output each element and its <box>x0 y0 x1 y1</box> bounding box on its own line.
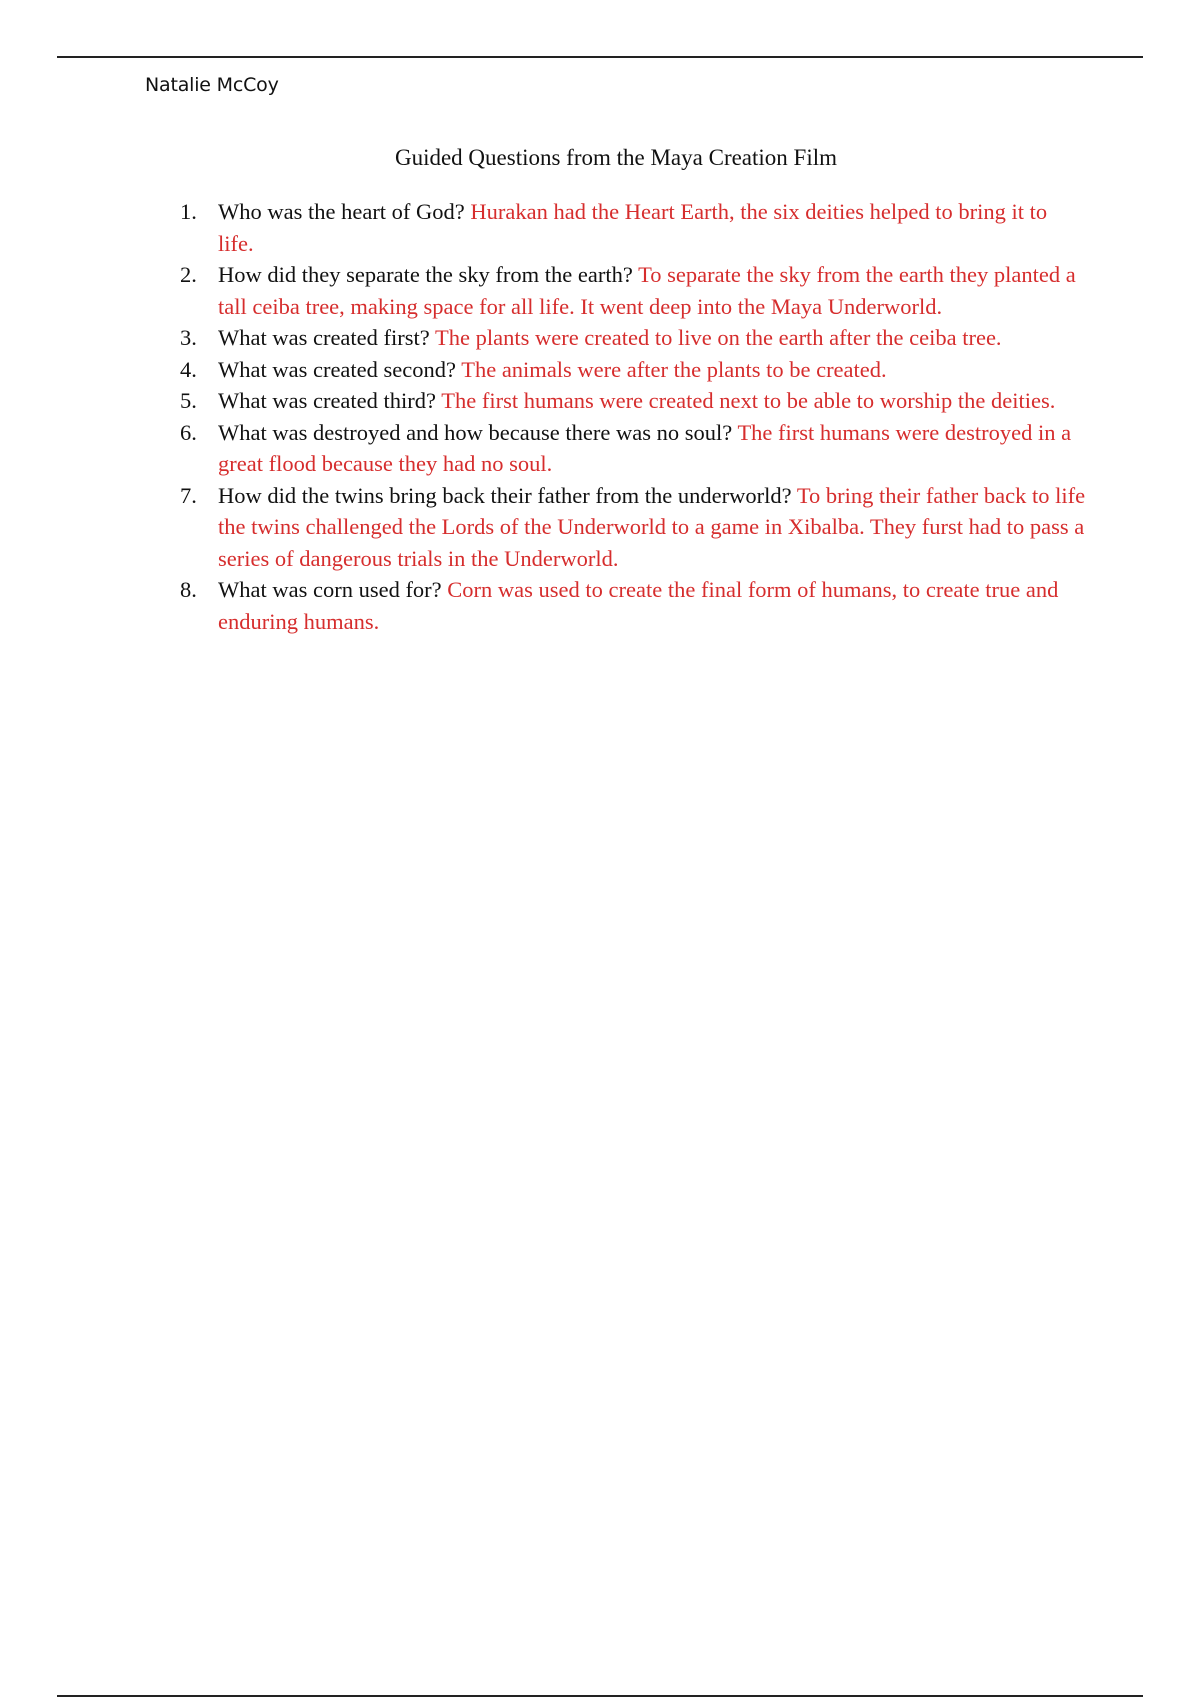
answer-text: To separate the sky from the earth they planted a tall ceiba tree, making space for all life. It went deep into the Maya Underworld. <box>218 262 1076 319</box>
item-number: 3. <box>180 325 197 350</box>
list-item <box>168 385 1088 417</box>
question-list <box>168 196 1088 637</box>
question-text: Who was the heart of God? <box>218 199 471 224</box>
list-item <box>168 322 1088 354</box>
answer-text: The first humans were created next to be able to worship the deities. <box>441 388 1056 413</box>
item-number: 7. <box>180 482 197 508</box>
list-item <box>168 196 1088 259</box>
item-number: 4. <box>180 356 197 382</box>
list-item <box>168 259 1088 322</box>
list-item <box>168 480 1088 575</box>
item-number: 1. <box>180 199 197 224</box>
page-title: Guided Questions from the Maya Creation Film <box>394 145 838 170</box>
answer-text: The animals were after the plants to be created. <box>461 356 887 382</box>
header-rule <box>57 56 1143 58</box>
item-number: 2. <box>180 262 197 287</box>
question-text: What was corn used for? <box>218 577 448 602</box>
answer-text: Hurakan had the Heart Earth, the six deities helped to bring it to life. <box>218 199 1048 256</box>
author-name: Natalie McCoy <box>145 74 279 96</box>
item-number: 8. <box>180 577 197 602</box>
answer-text: The plants were created to live on the earth after the ceiba tree. <box>434 325 1002 350</box>
answer-text: Corn was used to create the final form of humans, to create true and enduring humans. <box>218 577 1059 634</box>
question-text: What was created first? <box>218 325 435 350</box>
question-text: What was created third? <box>218 388 442 413</box>
item-number: 5. <box>180 388 197 413</box>
question-text: How did they separate the sky from the earth? <box>218 262 639 287</box>
answer-text: The first humans were destroyed in a great flood because they had no soul. <box>218 419 1072 476</box>
list-item <box>168 417 1088 480</box>
answer-text: To bring their father back to life the twins challenged the Lords of the Underworld to a game in Xibalba. They furst had to pass a series of dangerous trials in the Underworld. <box>218 482 1086 571</box>
question-text: How did the twins bring back their father from the underworld? <box>218 482 797 508</box>
question-text: What was destroyed and how because there was no soul? <box>218 419 738 445</box>
item-number: 6. <box>180 419 197 445</box>
footer-rule <box>57 1695 1143 1697</box>
list-item <box>168 574 1088 637</box>
list-item <box>168 354 1088 386</box>
question-text: What was created second? <box>218 356 462 382</box>
